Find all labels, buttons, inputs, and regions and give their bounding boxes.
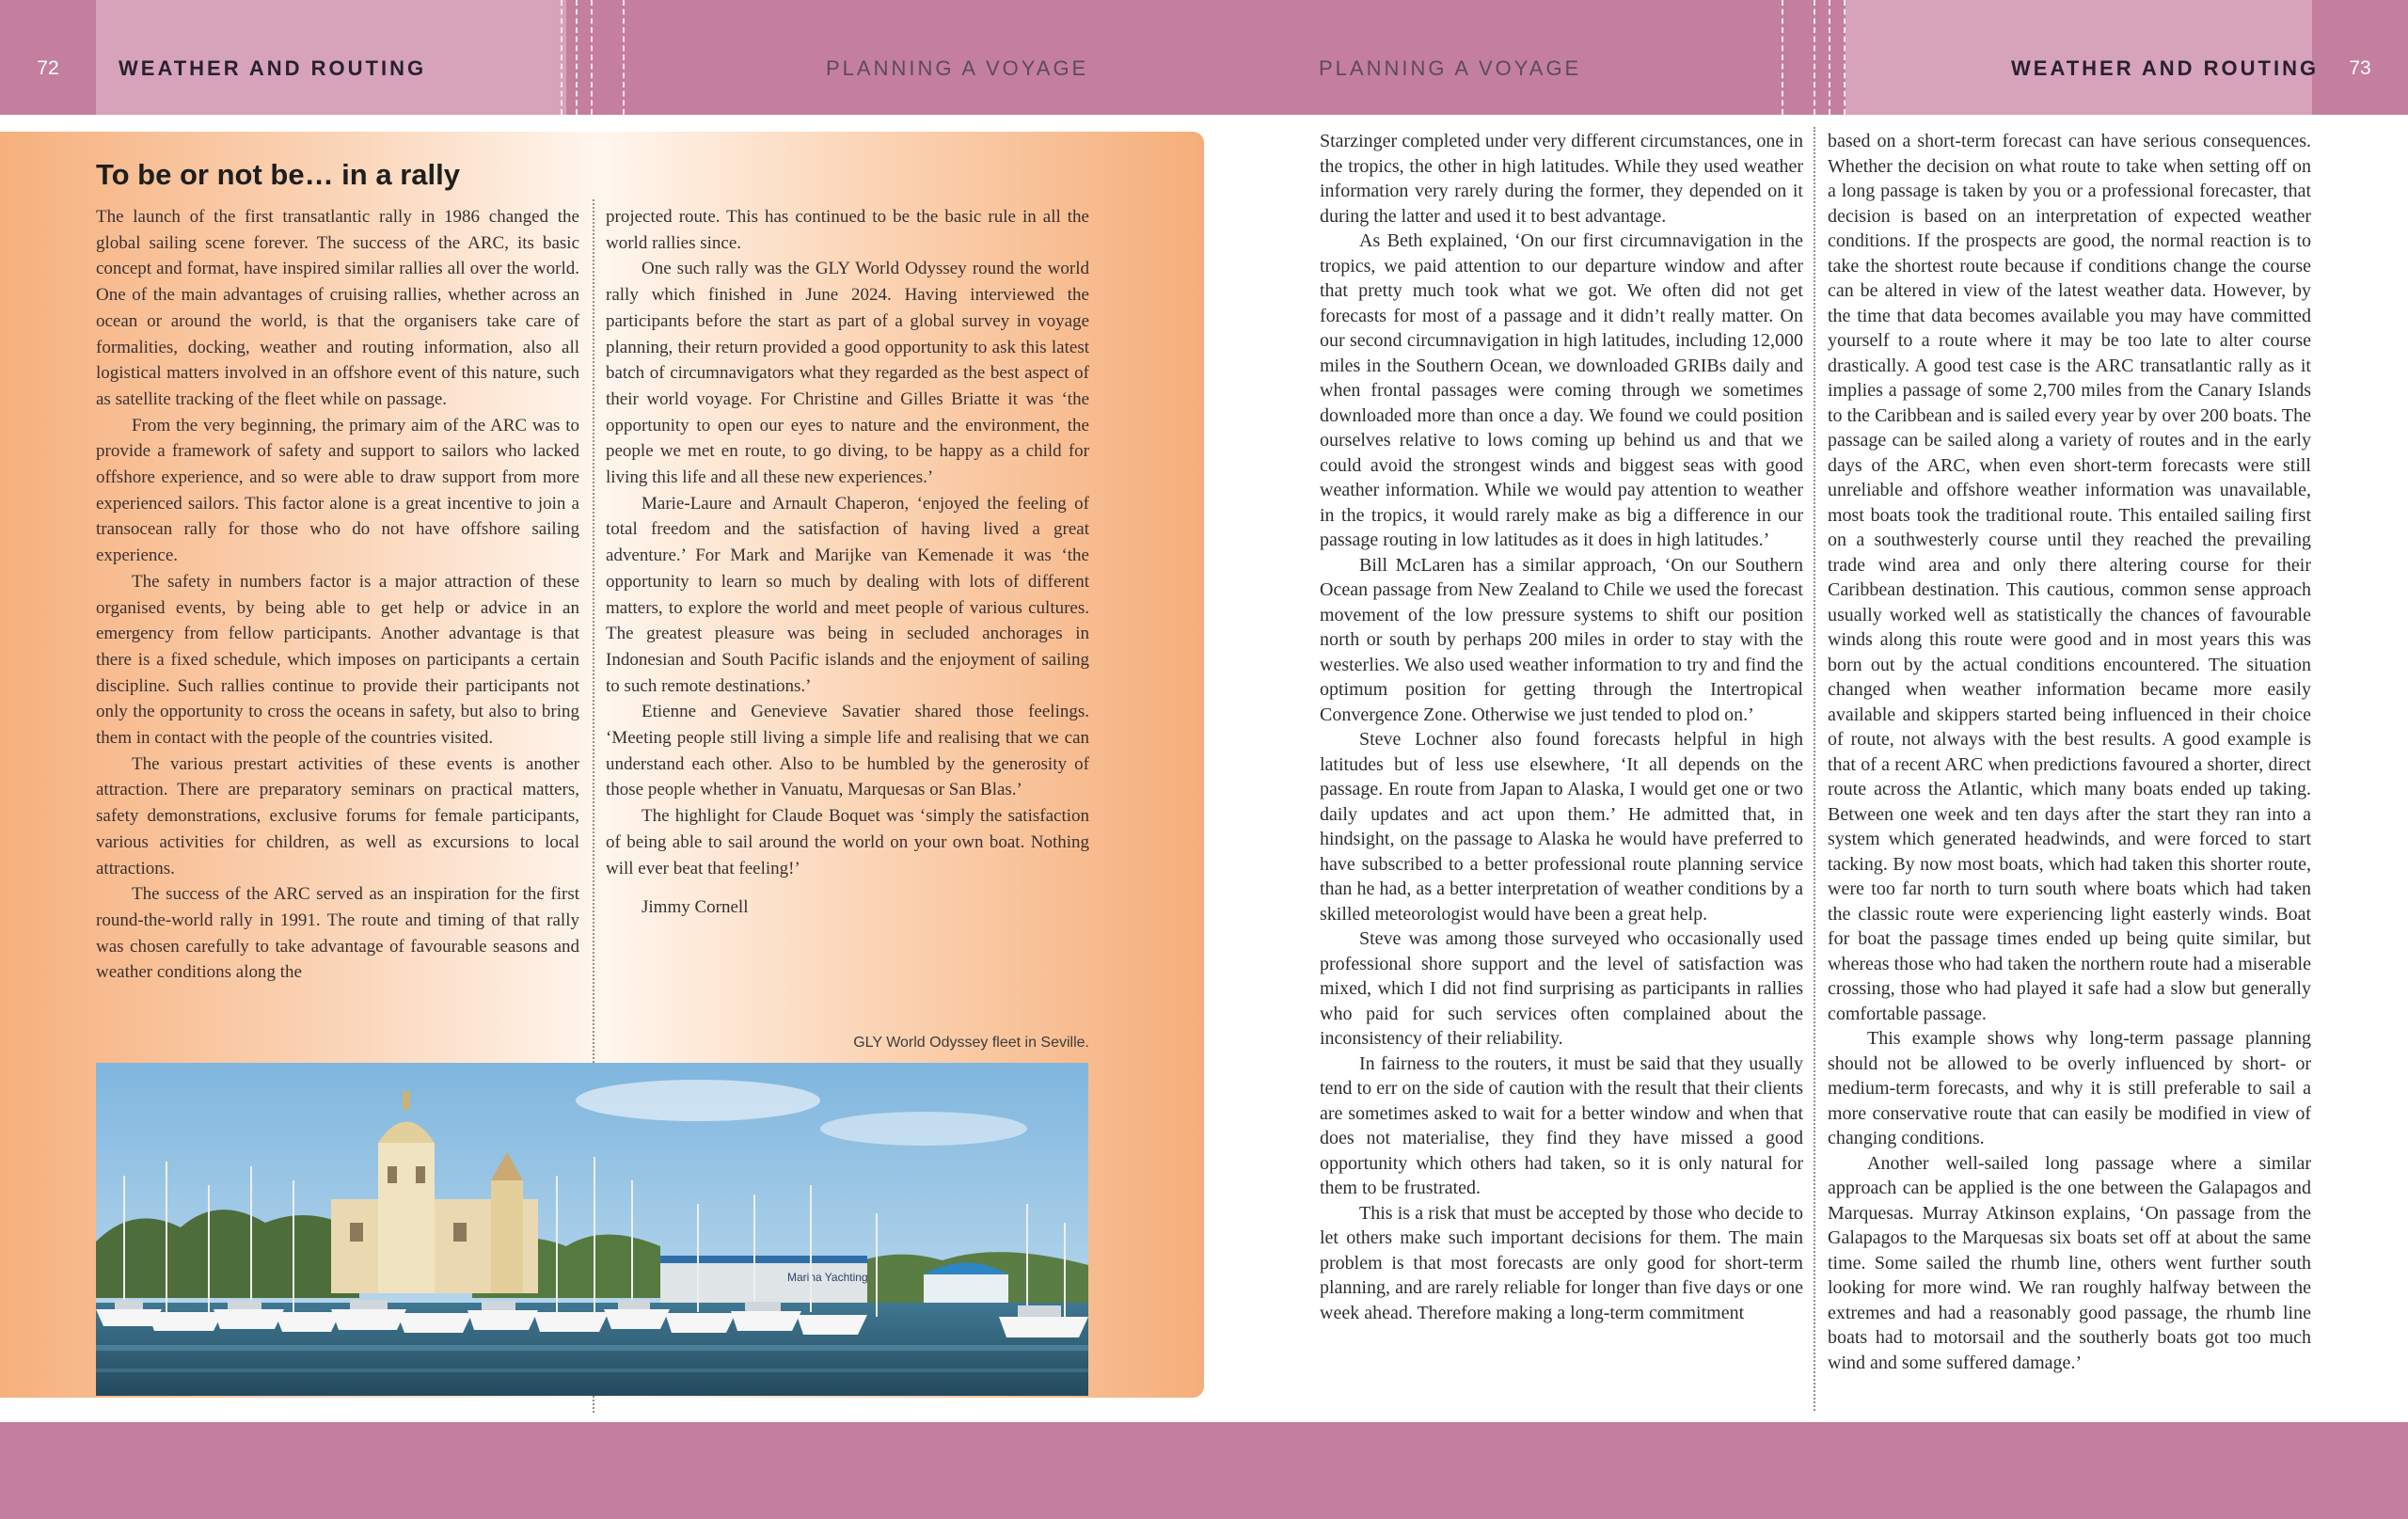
sidebar-column-1 xyxy=(96,204,579,986)
paragraph: This is a risk that must be accepted by those who decide to let others make such important decisions for them. The main problem is that most forecasts are only good for short-term planning, and are rarely reliable for longer than five days or one week ahead. Therefore making a long-term commitment xyxy=(1320,1202,1803,1323)
photo-caption: GLY World Odyssey fleet in Seville. xyxy=(853,1035,1089,1051)
sidebar-title: To be or not be… in a rally xyxy=(96,158,460,191)
header-divider xyxy=(623,0,625,115)
paragraph: The success of the ARC served as an inspiration for the first round-the-world rally in 1991. The route and timing of that rally was chosen carefully to take advantage of favourable seasons and weather conditions along the xyxy=(96,884,579,983)
sidebar-column-2 xyxy=(606,204,1089,921)
column-rule xyxy=(1814,127,1815,1411)
paragraph: Steve Lochner also found forecasts helpful in high latitudes but of less use elsewhere, ‘It all depends on the passage. En route from Japan to Alaska, I would get one or two daily updates and act upon them.’ He admitted that, in hindsight, on the passage to Alaska he would have preferred to have subscribed to a better professional route planning service than he had, as a better interpretation of weather conditions by a skilled meteorologist would have been a great help. xyxy=(1320,729,1803,925)
paragraph: The safety in numbers factor is a major attraction of these organised events, by being able to get help or advice in an emergency from fellow participants. Another advantage is that there is a fixed schedule, which imposes on participants a certain discipline. Such rallies continue to provide their participants not only the opportunity to cross the oceans in safety, but also to bring them in contact with the people of the countries visited. xyxy=(96,571,579,749)
paragraph: The various prestart activities of these events is another attraction. There are preparatory seminars on practical matters, safety demonstrations, exclusive forums for female participants, various activities for children, as well as excursions to local attractions. xyxy=(96,753,579,878)
left-section-title: PLANNING A VOYAGE xyxy=(826,56,1089,80)
header-divider xyxy=(1814,0,1815,115)
paragraph: One such rally was the GLY World Odyssey round the world rally which finished in June 2024. Having interviewed the participants before the start as part of a global survey in voyage planning, their return provided a good opportunity to ask this latest batch of circumnavigators what they regarded as the best aspect of their world voyage. For Christine and Gilles Briatte it was ‘the opportunity to open our eyes to nature and the environment, the people we met en route, to go diving, to be happy as a child for living this life and all these new experiences.’ xyxy=(606,259,1089,488)
paragraph: Another well-sailed long passage where a similar approach can be applied is the one between the Galapagos and Marquesas. Murray Atkinson explains, ‘On passage from the Galapagos to the Marquesas six boats set off at about the same time. Some sailed the rhumb line, others went further south looking for more wind. We ran roughly halfway between the extremes and had a reasonably good passage, the rhumb line boats had to motorsail and the southerly boats got too much wind and some suffered damage.’ xyxy=(1828,1152,2311,1373)
left-running-title: WEATHER AND ROUTING xyxy=(119,56,427,80)
header-divider xyxy=(561,0,562,115)
paragraph: The highlight for Claude Boquet was ‘simply the satisfaction of being able to sail around the world on your own boat. Nothing will ever beat that feeling!’ xyxy=(606,806,1089,878)
paragraph: In fairness to the routers, it must be said that they usually tend to err on the side of caution with the result that their clients are sometimes asked to wait for a better window and when that does not materialise, they find they have missed a good opportunity which others had taken, so it is only natural for them to be frustrated. xyxy=(1320,1052,1803,1198)
paragraph: From the very beginning, the primary aim of the ARC was to provide a framework of safety and support to sailors who lacked offshore experience, and so were able to draw support from more experienced sailors. This factor alone is a great incentive to join a transocean rally for those who do not have offshore sailing experience. xyxy=(96,415,579,566)
paragraph: Etienne and Genevieve Savatier shared those feelings. ‘Meeting people still living a simple life and realising that we can understand each other. Also to be humbled by the generosity of those people whether in Vanuatu, Marquesas or San Blas.’ xyxy=(606,702,1089,800)
author-signature: Jimmy Cornell xyxy=(642,897,749,918)
header-divider xyxy=(1829,0,1830,115)
right-page-number: 73 xyxy=(2349,57,2371,79)
header-divider xyxy=(1844,0,1846,115)
marina-photo xyxy=(96,1063,1088,1396)
paragraph: projected route. This has continued to be the basic rule in all the world rallies since. xyxy=(606,207,1089,253)
right-section-title: PLANNING A VOYAGE xyxy=(1319,56,1582,80)
header-divider xyxy=(576,0,578,115)
paragraph: based on a short-term forecast can have serious consequences. Whether the decision on what route to take when setting off on a long passage is taken by you or a professional forecaster, that decision is based on an interpretation of expected weather conditions. If the prospects are good, the normal reaction is to take the shortest route because if conditions change the course can be altered in view of the latest weather data. However, by the time that data becomes available you may have committed yourself to a route where it may be too late to alter course drastically. A good test case is the ARC transatlantic rally as it implies a passage of some 2,700 miles from the Canary Islands to the Caribbean and is sailed every year by over 200 boats. The passage can be sailed along a variety of routes and in the early days of the ARC, when even short-term forecasts were still unreliable and offshore weather information was unavailable, most boats took the traditional route. This entailed sailing first on a southwesterly course until they reached the prevailing trade wind area and only there altering course for their Caribbean destination. This cautious, common sense approach usually worked well as statistically the chances of favourable winds along this route were good and in most years this was born out by the actual conditions encountered. The situation changed when weather information became more easily available and skippers started being influenced in their choice of route, not always with the best results. A good example is that of a recent ARC when predictions favoured a shorter, direct route across the Atlantic, which many boats ended up taking. Between one week and ten days after the start they ran into a system which generated headwinds, and were forced to start tacking. By now most boats, which had taken this shorter route, were too far north to turn south where boats which had taken the classic route were experiencing light easterly winds. Boat for boat the passage times ended up being quite similar, but whereas those who had taken the northern route had a miserable crossing, those who had played it safe had a slow but generally comfortable passage. xyxy=(1828,131,2311,1024)
right-column-2 xyxy=(1828,129,2311,1375)
right-running-title: WEATHER AND ROUTING xyxy=(2011,56,2320,80)
header-divider xyxy=(591,0,593,115)
paragraph: This example shows why long-term passage planning should not be allowed to be overly influenced by short- or medium-term forecasts, and why it is still preferable to sail a more conservative route that can easily be modified in view of changing conditions. xyxy=(1828,1028,2311,1148)
paragraph: Starzinger completed under very different circumstances, one in the tropics, the other in high latitudes. While they used weather information very rarely during the former, they depended on it during the latter and used it to best advantage. xyxy=(1320,131,1803,227)
paragraph: As Beth explained, ‘On our first circumnavigation in the tropics, we paid attention to our departure window and after that pretty much took what we got. We often did not get forecasts for most of a passage and it didn’t really matter. On our second circumnavigation in high latitudes, including 12,000 miles in the Southern Ocean, we downloaded GRIBs daily and when frontal passages were coming through we sometimes downloaded more than once a day. We found we could position ourselves relative to lows coming up behind us and that we could avoid the strongest winds and biggest seas with good weather information. While we would pay attention to weather in the tropics, it would rarely make as big a difference in our passage routing in low latitudes as it does in high latitudes.’ xyxy=(1320,230,1803,550)
footer-band xyxy=(0,1422,2408,1519)
paragraph: Steve was among those surveyed who occasionally used professional shore support and the level of satisfaction was mixed, which I did not find surprising as participants in rallies who paid for such services often complained about the inconsistency of their reliability. xyxy=(1320,928,1803,1049)
marina-sign: Marina Yachting xyxy=(787,1271,868,1284)
header-divider xyxy=(1782,0,1783,115)
left-page-number: 72 xyxy=(37,57,59,79)
right-column-1 xyxy=(1320,129,1803,1325)
paragraph: Marie-Laure and Arnault Chaperon, ‘enjoyed the feeling of total freedom and the satisfaction of having lived a great adventure.’ For Mark and Marijke van Kemenade it was ‘the opportunity to learn so much by dealing with lots of different matters, to explore the world and meet people of various cultures. The greatest pleasure was being in secluded anchorages in Indonesian and South Pacific islands and the enjoyment of sailing to such remote destinations.’ xyxy=(606,493,1089,696)
paragraph: The launch of the first transatlantic rally in 1986 changed the global sailing scene forever. The success of the ARC, its basic concept and format, have inspired similar rallies all over the world. One of the main advantages of cruising rallies, whether across an ocean or around the world, is that the organisers take care of formalities, docking, weather and routing information, also all logistical matters involved in an offshore event of this nature, such as satellite tracking of the fleet while on passage. xyxy=(96,207,579,409)
paragraph: Bill McLaren has a similar approach, ‘On our Southern Ocean passage from New Zealand to Chile we used the forecast movement of the low pressure systems to shift our position north or south by perhaps 200 miles in order to stay with the westerlies. We also used weather information to try and find the optimum position for getting through the Intertropical Convergence Zone. Otherwise we just tended to plod on.’ xyxy=(1320,554,1803,725)
